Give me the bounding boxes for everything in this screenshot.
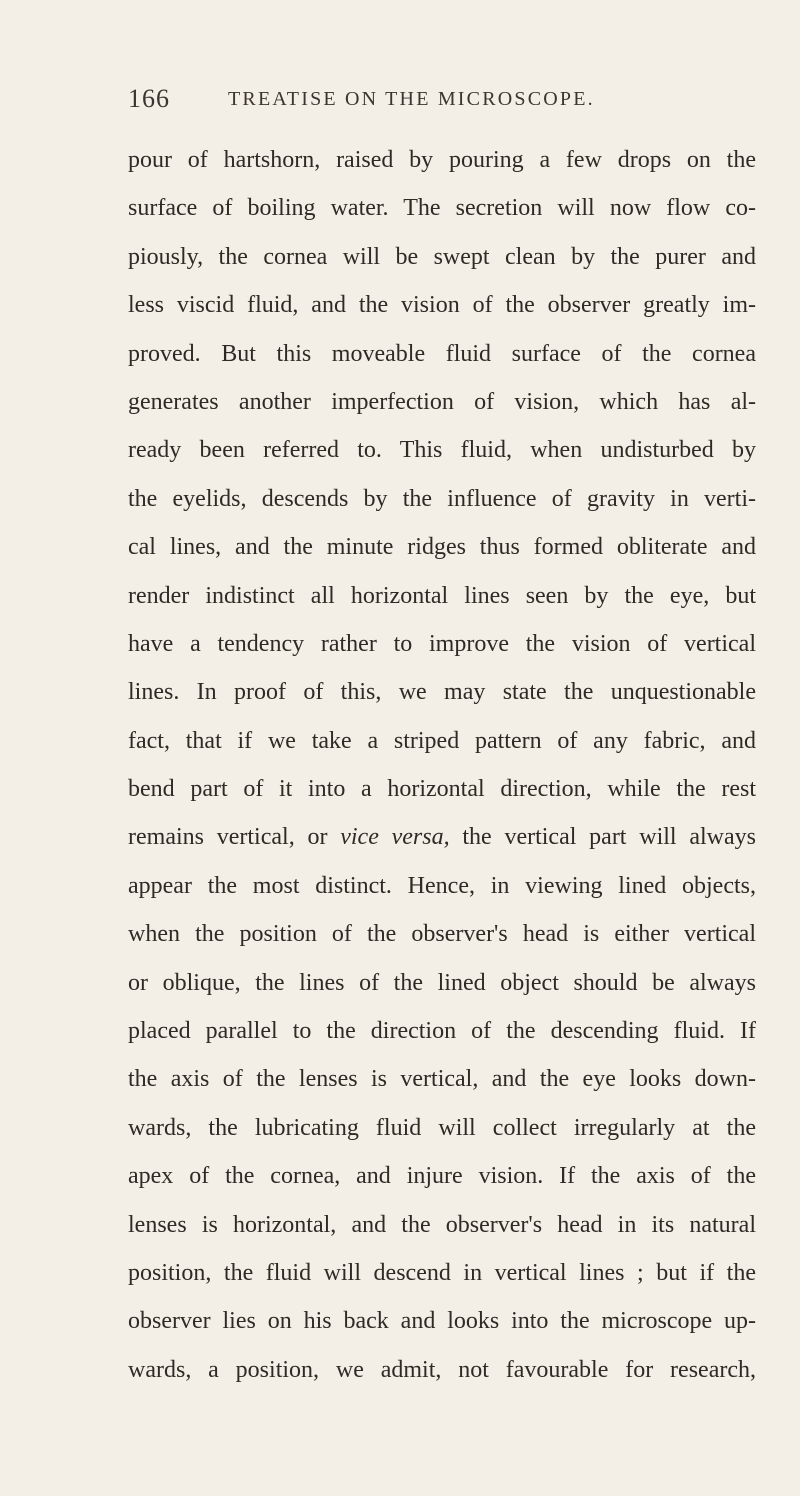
text-line: apex of the cornea, and injure vision. If the axis of the <box>128 1163 756 1190</box>
text-line: less viscid fluid, and the vision of the observer greatly im- <box>128 292 756 319</box>
text-line: proved. But this moveable fluid surface of the cornea <box>128 340 756 367</box>
text-line: lenses is horizontal, and the observer's head in its natural <box>128 1211 756 1238</box>
text-line: observer lies on his back and looks into the microscope up- <box>128 1308 756 1335</box>
text-line: render indistinct all horizontal lines seen by the eye, but <box>128 582 756 609</box>
text-line: wards, a position, we admit, not favourable for research, <box>128 1356 756 1383</box>
text-line: or oblique, the lines of the lined object should be always <box>128 969 756 996</box>
italic-phrase: vice versa, <box>340 824 450 851</box>
text-fragment: the vertical part will always <box>449 824 756 851</box>
text-line: the axis of the lenses is vertical, and the eye looks down- <box>128 1066 756 1093</box>
text-line: wards, the lubricating fluid will collect irregularly at the <box>128 1114 756 1141</box>
text-line-with-italic <box>128 813 756 861</box>
text-line: generates another imperfection of vision, which has al- <box>128 388 756 415</box>
text-line: cal lines, and the minute ridges thus formed obliterate and <box>128 534 756 561</box>
text-line: lines. In proof of this, we may state the unquestionable <box>128 679 756 706</box>
text-line: the eyelids, descends by the influence of gravity in verti- <box>128 485 756 512</box>
text-line: have a tendency rather to improve the vision of vertical <box>128 630 756 657</box>
running-head <box>128 84 728 124</box>
text-line: surface of boiling water. The secretion will now flow co- <box>128 195 756 222</box>
page-number: 166 <box>128 84 170 113</box>
text-fragment: remains vertical, or <box>128 824 341 851</box>
text-line: placed parallel to the direction of the descending fluid. If <box>128 1018 756 1045</box>
text-line: piously, the cornea will be swept clean by the purer and <box>128 243 756 270</box>
text-line: fact, that if we take a striped pattern of any fabric, and <box>128 727 756 754</box>
running-title: TREATISE ON THE MICROSCOPE. <box>228 88 595 110</box>
text-line: position, the fluid will descend in vertical lines ; but if the <box>128 1259 756 1286</box>
text-line: bend part of it into a horizontal direction, while the rest <box>128 776 756 803</box>
text-line: pour of hartshorn, raised by pouring a few drops on the <box>128 147 756 173</box>
text-line: appear the most distinct. Hence, in viewing lined objects, <box>128 872 756 899</box>
text-line: when the position of the observer's head is either vertical <box>128 921 756 948</box>
text-line: ready been referred to. This fluid, when undisturbed by <box>128 437 756 464</box>
body-text <box>128 136 756 1394</box>
